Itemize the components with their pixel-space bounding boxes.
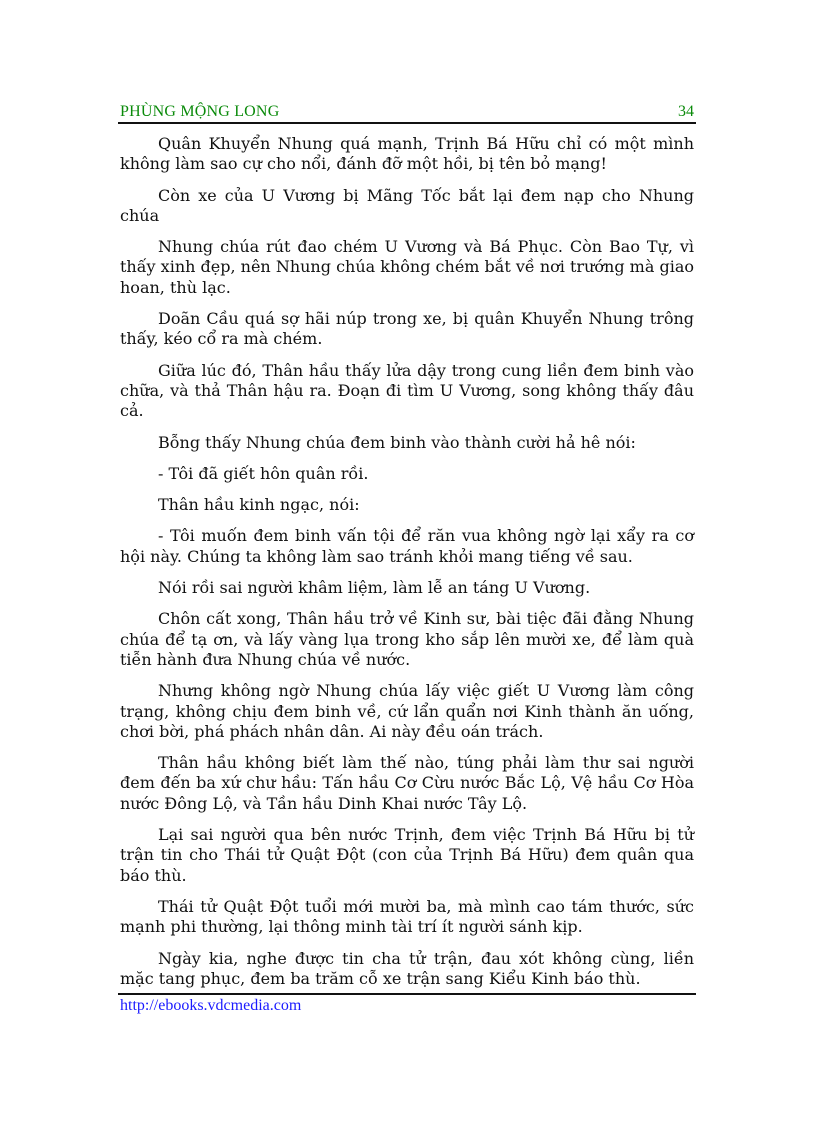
paragraph: Thân hầu kinh ngạc, nói:	[158, 495, 360, 515]
page-number: 34	[678, 103, 694, 120]
page-footer	[118, 993, 696, 1015]
paragraph: Còn xe của U Vương bị Mãng Tốc bắt lại đem nạp cho Nhung chúa	[120, 185, 694, 225]
paragraph: Bỗng thấy Nhung chúa đem binh vào thành cười hả hê nói:	[158, 432, 636, 452]
paragraph: Chôn cất xong, Thân hầu trở về Kinh sư, bài tiệc đãi đằng Nhung chúa để tạ ơn, và lấy vàng lụa trong kho sắp lên mười xe, để làm quà tiễn hành đưa Nhung chúa về nước.	[120, 609, 694, 669]
paragraph: - Tôi muốn đem binh vấn tội để răn vua không ngờ lại xẩy ra cơ hội này. Chúng ta không làm sao tránh khỏi mang tiếng về sau.	[120, 526, 694, 566]
paragraph: Nhưng không ngờ Nhung chúa lấy việc giết U Vương làm công trạng, không chịu đem binh về, cứ lẩn quẩn nơi Kinh thành ăn uống, chơi bời, phá phách nhân dân. Ai này đều oán trách.	[120, 681, 694, 741]
book-title: PHÙNG MỘNG LONG	[120, 103, 280, 120]
paragraph: Thái tử Quật Đột tuổi mới mười ba, mà mình cao tám thước, sức mạnh phi thường, lại thông minh tài trí ít người sánh kịp.	[120, 896, 694, 937]
paragraph: Nói rồi sai người khâm liệm, làm lễ an táng U Vương.	[158, 578, 591, 598]
paragraph: Lại sai người qua bên nước Trịnh, đem việc Trịnh Bá Hữu bị tử trận tin cho Thái tử Quật Đột (con của Trịnh Bá Hữu) đem quân qua báo thù.	[120, 825, 694, 885]
source-link[interactable]: http://ebooks.vdcmedia.com	[120, 997, 302, 1014]
page-body	[120, 134, 694, 1000]
paragraph: Quân Khuyển Nhung quá mạnh, Trịnh Bá Hữu chỉ có một mình không làm sao cự cho nổi, đánh đỡ một hồi, bị tên bỏ mạng!	[120, 134, 694, 174]
paragraph: Nhung chúa rút đao chém U Vương và Bá Phục. Còn Bao Tự, vì thấy xinh đẹp, nên Nhung chúa không chém bắt về nơi trướng mà giao hoan, thù lạc.	[120, 237, 694, 297]
paragraph: Doãn Cầu quá sợ hãi núp trong xe, bị quân Khuyển Nhung trông thấy, kéo cổ ra mà chém.	[120, 309, 694, 349]
paragraph: Giữa lúc đó, Thân hầu thấy lửa dậy trong cung liền đem binh vào chữa, và thả Thân hậu ra. Đoạn đi tìm U Vương, song không thấy đâu cả.	[120, 360, 694, 421]
paragraph: Thân hầu không biết làm thế nào, túng phải làm thư sai người đem đến ba xứ chư hầu: Tấn hầu Cơ Cừu nước Bắc Lộ, Vệ hầu Cơ Hòa nước Đông Lộ, và Tần hầu Dinh Khai nước Tây Lộ.	[120, 753, 694, 813]
paragraph: Ngày kia, nghe được tin cha tử trận, đau xót không cùng, liền mặc tang phục, đem ba trăm cỗ xe trận sang Kiểu Kinh báo thù.	[120, 948, 694, 988]
paragraph: - Tôi đã giết hôn quân rồi.	[158, 463, 369, 483]
page-header	[118, 100, 696, 124]
